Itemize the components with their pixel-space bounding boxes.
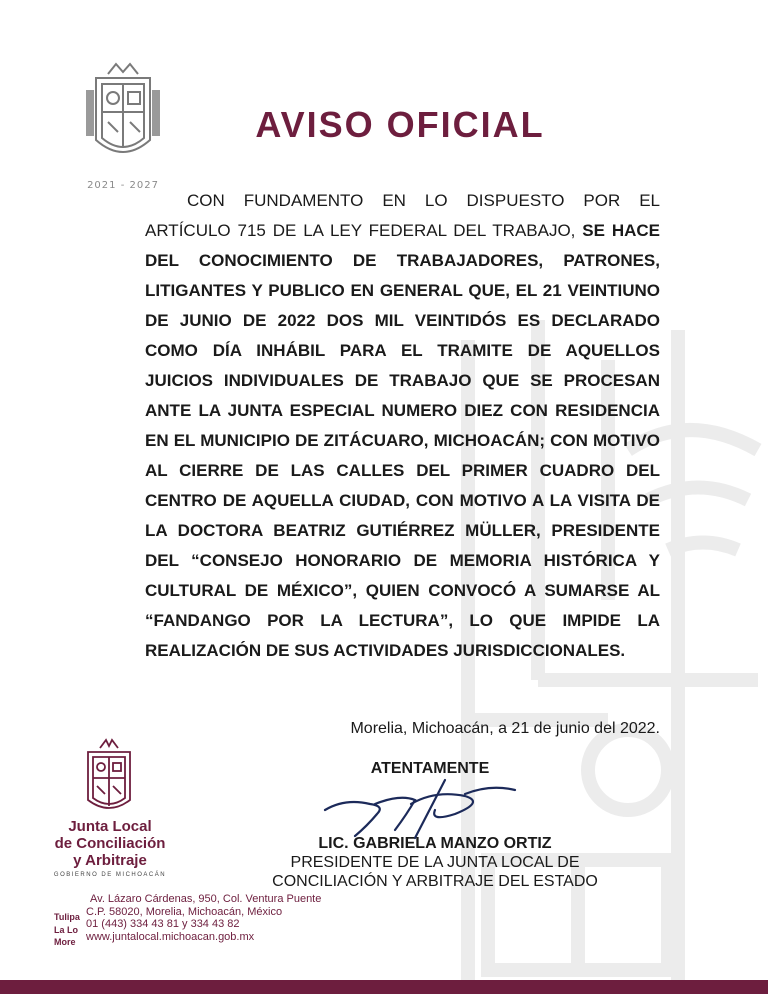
contact-address bbox=[86, 893, 356, 943]
cutoff-line-3: More bbox=[54, 937, 76, 947]
cutoff-address bbox=[54, 911, 84, 949]
junta-local-logo-icon bbox=[82, 738, 136, 816]
notice-body-bold: SE HACE DEL CONOCIMIENTO DE TRABAJADORES, PATRONES, LITIGANTES Y PUBLICO EN GENERAL QUE, EL 21 VEINTIUNO DE JUNIO DE 2022 DOS MIL VEINTIDÓS ES DECLARADO COMO DÍA INHÁBIL PARA EL TRAMITE DE AQUELLOS JUICIOS INDIVIDUALES DE TRABAJO QUE SE PROCESAN ANTE LA JUNTA ESPECIAL NUMERO DIEZ CON RESIDENCIA EN EL MUNICIPIO DE ZITÁCUARO, MICHOACÁN; CON MOTIVO AL CIERRE DE LAS CALLES DEL PRIMER CUADRO DEL CENTRO DE AQUELLA CIUDAD, CON MOTIVO A LA VISITA DE LA DOCTORA BEATRIZ GUTIÉRREZ MÜLLER, PRESIDENTE DEL “CONSEJO HONORARIO DE MEMORIA HISTÓRICA Y CULTURAL DE MÉXICO”, QUIEN CONVOCÓ A SUMARSE AL “FANDANGO POR LA LECTURA”, LO QUE IMPIDE LA REALIZACIÓN DE SUS ACTIVIDADES JURISDICCIONALES. bbox=[145, 221, 660, 660]
signer-name: LIC. GABRIELA MANZO ORTIZ bbox=[318, 835, 552, 852]
notice-body bbox=[145, 186, 660, 666]
org-name-line-2: de Conciliación bbox=[54, 835, 166, 852]
org-name-line-1: Junta Local bbox=[68, 818, 152, 835]
address-line-2: C.P. 58020, Morelia, Michoacán, México bbox=[86, 905, 283, 918]
cutoff-line-1: Tulipa bbox=[54, 912, 80, 922]
page-title: AVISO OFICIAL bbox=[255, 104, 545, 145]
phone-line: 01 (443) 334 43 81 y 334 43 82 bbox=[86, 918, 240, 930]
signer-title-line-2: CONCILIACIÓN Y ARBITRAJE DEL ESTADO bbox=[272, 873, 598, 890]
org-subtitle: GOBIERNO DE MICHOACÁN bbox=[53, 872, 167, 878]
footer-bar bbox=[0, 980, 768, 994]
signer-title-line-1: PRESIDENTE DE LA JUNTA LOCAL DE bbox=[290, 854, 580, 871]
cutoff-line-2: La Lo bbox=[54, 924, 78, 935]
website-link[interactable]: www.juntalocal.michoacan.gob.mx bbox=[86, 930, 255, 943]
crest-years: 2021 - 2027 bbox=[87, 180, 159, 191]
salutation: ATENTAMENTE bbox=[370, 760, 490, 777]
date-line: Morelia, Michoacán, a 21 de junio del 2022. bbox=[350, 720, 660, 737]
org-name bbox=[40, 818, 180, 869]
org-name-line-3: y Arbitraje bbox=[73, 852, 147, 869]
address-line-1: Av. Lázaro Cárdenas, 950, Col. Ventura Puente bbox=[90, 893, 322, 905]
signer-block bbox=[245, 834, 625, 891]
handwritten-signature bbox=[315, 770, 525, 840]
notice-body-plain: CON FUNDAMENTO EN LO DISPUESTO POR EL ARTÍCULO 715 DE LA LEY FEDERAL DEL TRABAJO, bbox=[145, 191, 660, 240]
